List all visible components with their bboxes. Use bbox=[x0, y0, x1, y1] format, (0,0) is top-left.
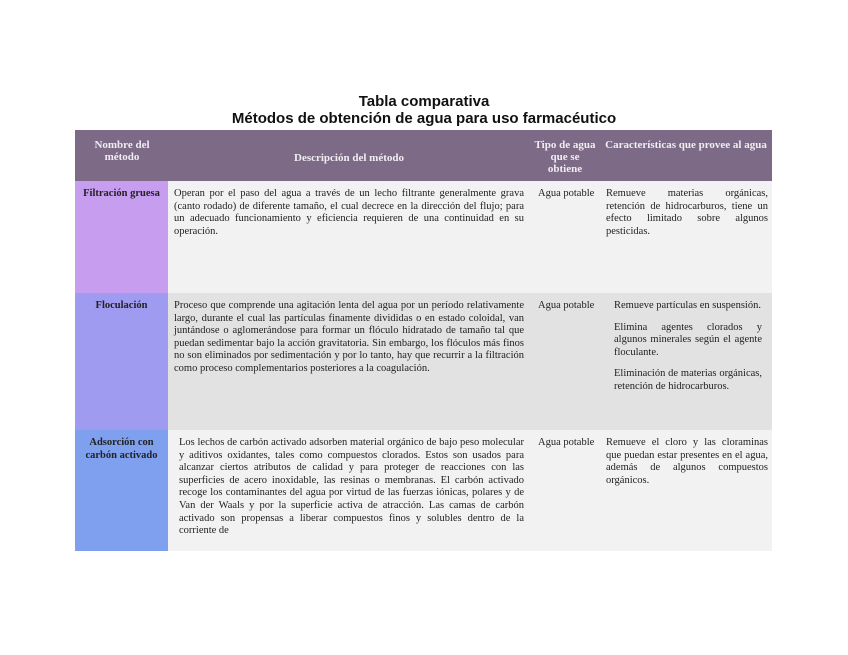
header-description: Descripción del método bbox=[294, 152, 404, 164]
feature-text: Elimina agentes clorados y algunos minerales según el agente floculante. bbox=[614, 321, 762, 358]
water-type: Agua potable bbox=[530, 181, 600, 293]
method-name: Filtración gruesa bbox=[75, 181, 168, 293]
water-features bbox=[600, 181, 772, 293]
header-water-type: Tipo de agua que se obtiene bbox=[534, 139, 596, 175]
water-type: Agua potable bbox=[530, 293, 600, 430]
method-description: Operan por el paso del agua a través de un lecho filtrante generalmente grava (canto rodado) de diferente tamaño, el cual decrece en la dirección del flujo; para un adecuado funcionamiento y eficiencia requieren de una continuidad en su operación. bbox=[168, 181, 530, 293]
feature-text: Remueve partículas en suspensión. bbox=[614, 300, 761, 311]
comparison-table bbox=[75, 130, 772, 551]
feature-text: Remueve materias orgánicas, retención de hidrocarburos, tiene un efecto limitado sobre algunos pesticidas. bbox=[606, 188, 768, 237]
document-title bbox=[0, 93, 848, 127]
method-name: Adsorción con carbón activado bbox=[75, 430, 168, 551]
title-line-2: Métodos de obtención de agua para uso farmacéutico bbox=[231, 110, 617, 127]
method-description: Proceso que comprende una agitación lenta del agua por un período relativamente largo, durante el cual las partículas finamente divididas o en estado coloidal, van juntándose o aglomerándose para formar un flóculo hidratado de tamaño tal que puedan sedimentar bajo la acción gravitatoria. Sin embargo, los flóculos más finos no son eliminados por sedimentación y por lo tanto, hay que recurrir a la filtración como proceso complementarios posteriores a la coagulación. bbox=[168, 293, 530, 430]
feature-text: Remueve el cloro y las cloraminas que puedan estar presentes en el agua, además de algunos compuestos orgánicos. bbox=[606, 437, 768, 486]
water-features bbox=[600, 430, 772, 551]
table-row bbox=[75, 181, 772, 293]
feature-text: Eliminación de materias orgánicas, retención de hidrocarburos. bbox=[614, 368, 762, 392]
method-name: Floculación bbox=[75, 293, 168, 430]
table-row bbox=[75, 430, 772, 551]
table-row bbox=[75, 293, 772, 430]
water-type: Agua potable bbox=[530, 430, 600, 551]
title-line-1: Tabla comparativa bbox=[358, 93, 490, 110]
method-description: Los lechos de carbón activado adsorben material orgánico de bajo peso molecular y aditivos oxidantes, tales como compuestos clorados. Estos son usados para alcanzar ciertos atributos de calidad y para proteger de reacciones con las superficies de acero inoxidable, las resinas o membranas. El carbón activado recoge los contaminantes del agua por virtud de las fuerzas iónicas, polares y de Van der Waals y por la superficie activa de atracción. Las camas de carbón activado son propensas a liberar compuestos finos y solubles dentro de la corriente de bbox=[168, 430, 530, 551]
header-features: Características que provee al agua bbox=[605, 139, 767, 151]
header-method-name: Nombre del método bbox=[94, 139, 150, 163]
water-features bbox=[600, 293, 772, 430]
table-header bbox=[75, 130, 772, 181]
